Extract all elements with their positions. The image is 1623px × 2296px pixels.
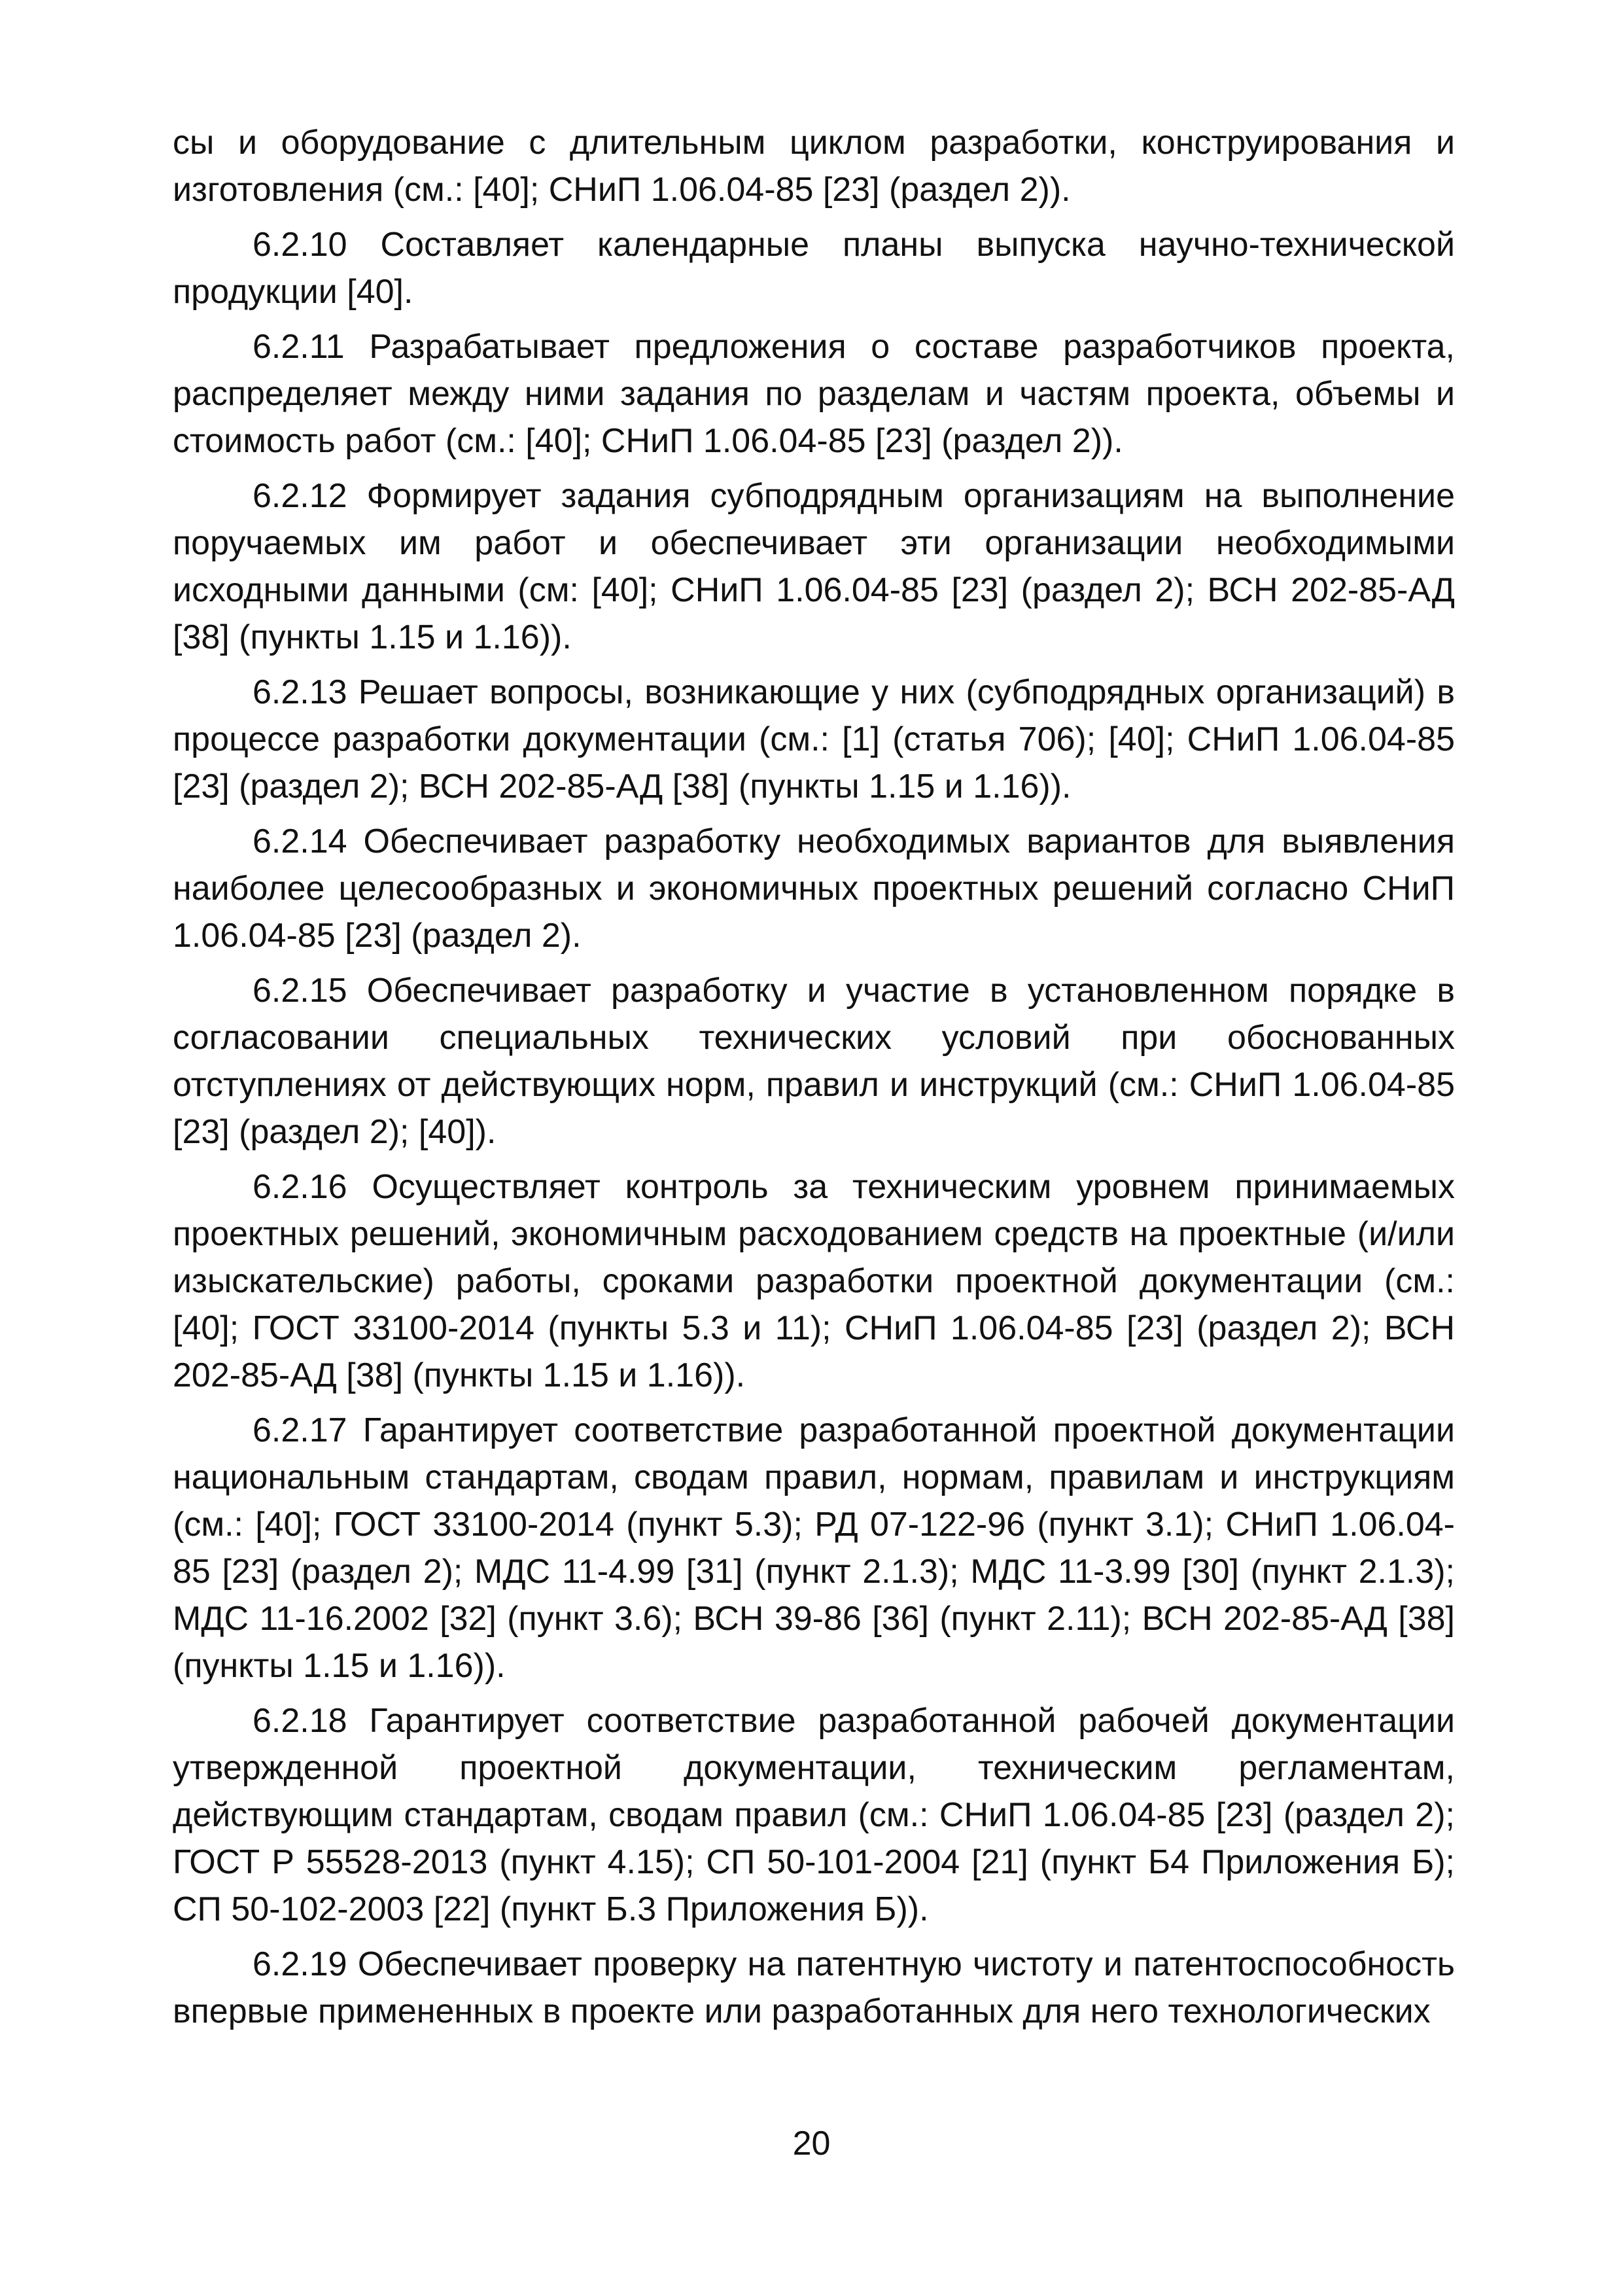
paragraph-6-2-11: 6.2.11 Разрабатывает предложения о составе разработчиков проекта, распределяет между ними задания по разделам и частям проекта, объемы и стоимость работ (см.: [40]; СНиП 1.06.04-85 [23] (раздел 2)).: [173, 328, 1455, 460]
page-body: [173, 119, 1455, 2043]
paragraph-6-2-15: 6.2.15 Обеспечивает разработку и участие в установленном порядке в согласовании специальных технических условий при обоснованных отступлениях от действующих норм, правил и инструкций (см.: СНиП 1.06.04-85 [23] (раздел 2); [40]).: [173, 972, 1455, 1151]
paragraph-6-2-14: 6.2.14 Обеспечивает разработку необходимых вариантов для выявления наиболее целесообразных и экономичных проектных решений согласно СНиП 1.06.04-85 [23] (раздел 2).: [173, 822, 1455, 955]
paragraph-6-2-16: 6.2.16 Осуществляет контроль за техническим уровнем принимаемых проектных решений, экономичным расходованием средств на проектные (и/или изыскательские) работы, сроками разработки проектной документации (см.: [40]; ГОСТ 33100-2014 (пункты 5.3 и 11); СНиП 1.06.04-85 [23] (раздел 2); ВСН 202-85-АД [38] (пункты 1.15 и 1.16)).: [173, 1168, 1455, 1394]
paragraph-6-2-13: 6.2.13 Решает вопросы, возникающие у них (субподрядных организаций) в процессе разработки документации (см.: [1] (статья 706); [40]; СНиП 1.06.04-85 [23] (раздел 2); ВСН 202-85-АД [38] (пункты 1.15 и 1.16)).: [173, 673, 1455, 805]
paragraph-6-2-18: 6.2.18 Гарантирует соответствие разработанной рабочей документации утвержденной проектной документации, техническим регламентам, действующим стандартам, сводам правил (см.: СНиП 1.06.04-85 [23] (раздел 2); ГОСТ Р 55528-2013 (пункт 4.15); СП 50-101-2004 [21] (пункт Б4 Приложения Б); СП 50-102-2003 [22] (пункт Б.3 Приложения Б)).: [173, 1702, 1455, 1928]
page-number: 20: [792, 2125, 831, 2163]
paragraph-6-2-19: 6.2.19 Обеспечивает проверку на патентную чистоту и патентоспособность впервые примененных в проекте или разработанных для него технологических: [173, 1945, 1455, 2030]
paragraph-6-2-12: 6.2.12 Формирует задания субподрядным организациям на выполнение поручаемых им работ и обеспечивает эти организации необходимыми исходными данными (см: [40]; СНиП 1.06.04-85 [23] (раздел 2); ВСН 202-85-АД [38] (пункты 1.15 и 1.16)).: [173, 477, 1455, 656]
paragraph-6-2-10: 6.2.10 Составляет календарные планы выпуска научно-технической продукции [40].: [173, 226, 1455, 311]
paragraph-continuation: сы и оборудование с длительным циклом разработки, конструирования и изготовления (см.: [40]; СНиП 1.06.04-85 [23] (раздел 2)).: [173, 124, 1455, 209]
paragraph-6-2-17: 6.2.17 Гарантирует соответствие разработанной проектной документации национальным стандартам, сводам правил, нормам, правилам и инструкциям (см.: [40]; ГОСТ 33100-2014 (пункт 5.3); РД 07-122-96 (пункт 3.1); СНиП 1.06.04-85 [23] (раздел 2); МДС 11-4.99 [31] (пункт 2.1.3); МДС 11-3.99 [30] (пункт 2.1.3); МДС 11-16.2002 [32] (пункт 3.6); ВСН 39-86 [36] (пункт 2.11); ВСН 202-85-АД [38] (пункты 1.15 и 1.16)).: [173, 1411, 1455, 1685]
